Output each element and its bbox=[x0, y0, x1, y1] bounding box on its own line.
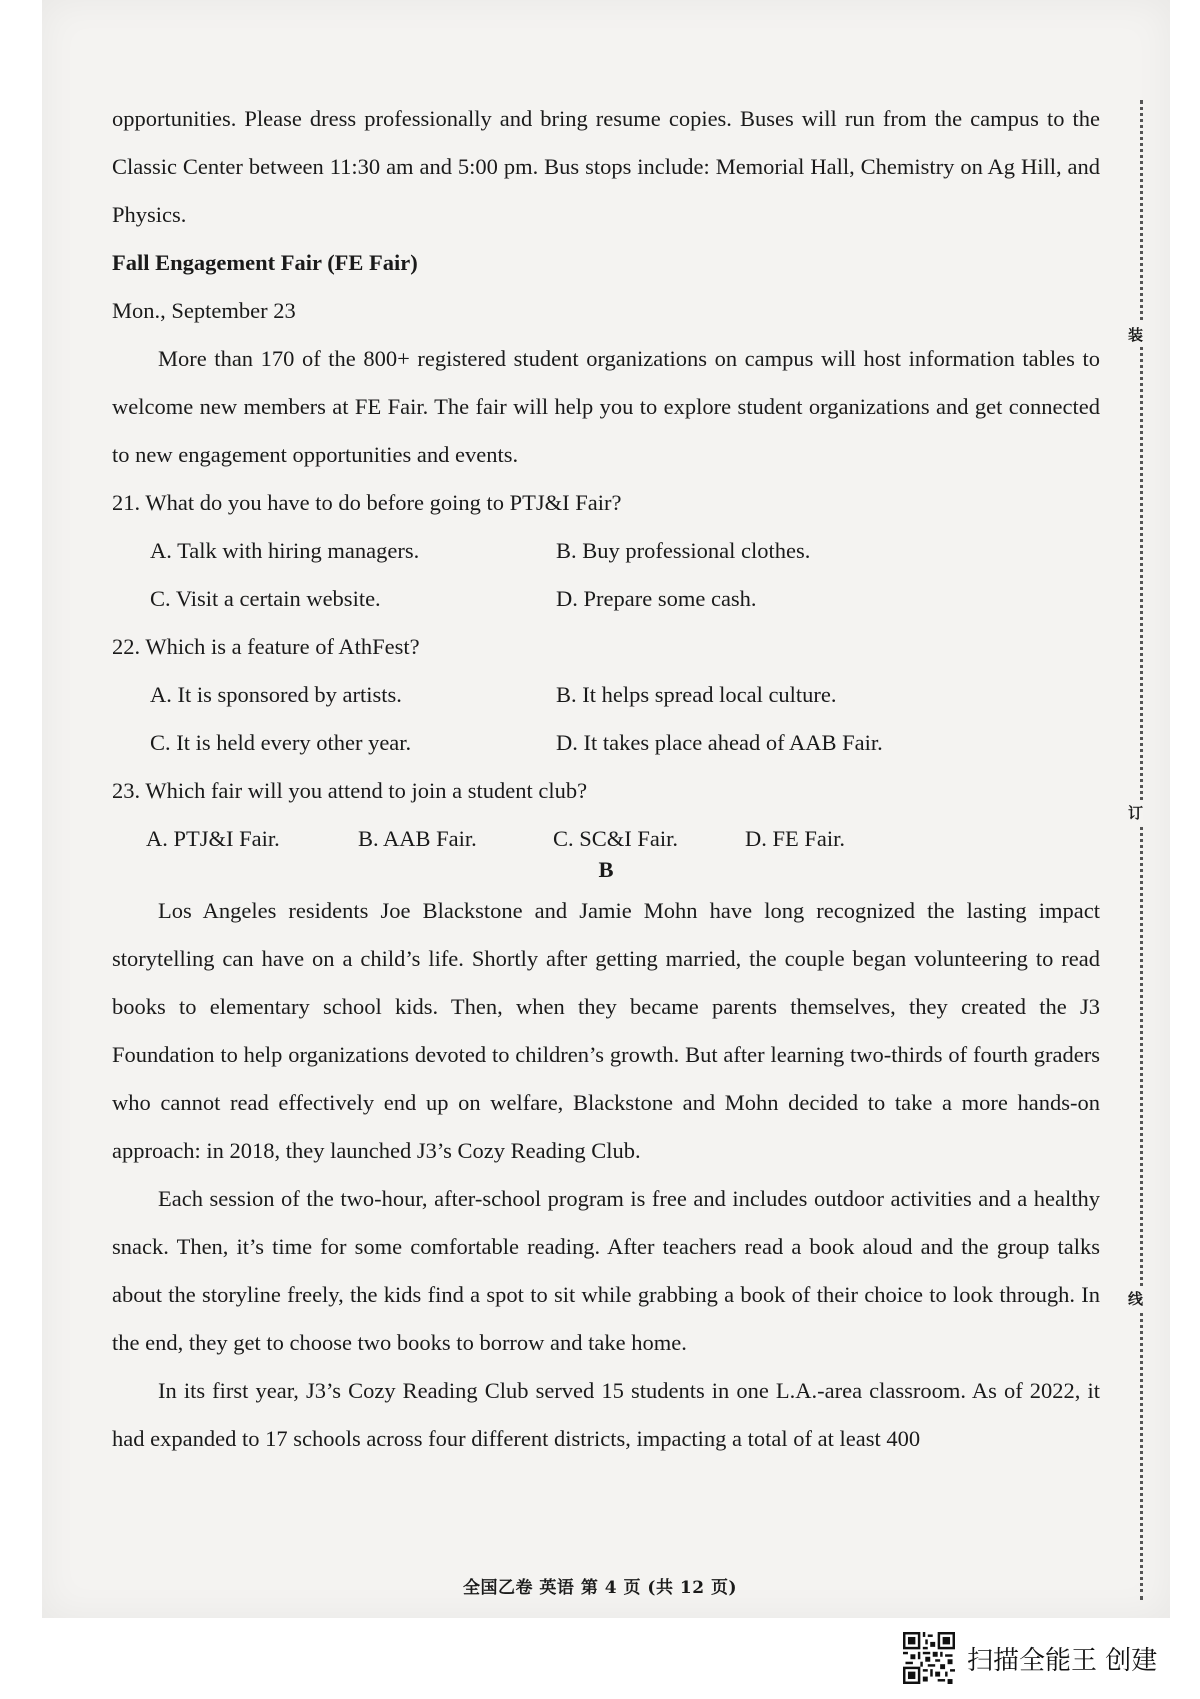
option-row bbox=[112, 671, 1100, 719]
fe-fair-date: Mon., September 23 bbox=[112, 298, 296, 323]
scanner-watermark bbox=[903, 1632, 1157, 1684]
qr-code-icon bbox=[903, 1632, 955, 1684]
option-row bbox=[112, 527, 1100, 575]
option-a: A. Talk with hiring managers. bbox=[150, 538, 420, 563]
binding-mark-zhuang: 装 bbox=[1128, 322, 1143, 347]
option-b: B. Buy professional clothes. bbox=[556, 538, 811, 563]
fe-fair-title: Fall Engagement Fair (FE Fair) bbox=[112, 250, 418, 275]
option-d: D. Prepare some cash. bbox=[556, 586, 757, 611]
career-fair-text-end: opportunities. Please dress professionally and bring resume copies. Buses will run from the campus to the Classic Center between 11:30 am and 5:00 pm. Bus stops include: Memorial Hall, Chemistry on Ag Hill, and Physics. bbox=[112, 106, 1100, 227]
binding-mark-ding: 订 bbox=[1128, 800, 1143, 825]
binding-mark-xian: 线 bbox=[1128, 1286, 1143, 1311]
passage-b-paragraph-3: In its first year, J3’s Cozy Reading Club served 15 students in one L.A.-area classroom. As of 2022, it had expanded to 17 schools across four different districts, impacting a total of at least 400 bbox=[112, 1378, 1100, 1451]
option-a: A. PTJ&I Fair. bbox=[146, 826, 280, 851]
option-b: B. It helps spread local culture. bbox=[556, 682, 837, 707]
fe-fair-description: More than 170 of the 800+ registered student organizations on campus will host information tables to welcome new members at FE Fair. The fair will help you to explore student organizations and get connected to new engagement opportunities and events. bbox=[112, 346, 1100, 467]
question-21 bbox=[112, 479, 1100, 623]
option-row bbox=[112, 719, 1100, 767]
question-stem: 21. What do you have to do before going to PTJ&I Fair? bbox=[112, 490, 622, 515]
option-c: C. SC&I Fair. bbox=[553, 826, 679, 851]
question-22 bbox=[112, 623, 1100, 767]
option-a: A. It is sponsored by artists. bbox=[150, 682, 402, 707]
page-content bbox=[112, 95, 1100, 1463]
question-23 bbox=[112, 767, 1100, 863]
option-c: C. It is held every other year. bbox=[150, 730, 412, 755]
option-row bbox=[112, 575, 1100, 623]
page-footer: 全国乙卷 英语 第 4 页 (共 12 页) bbox=[462, 1578, 737, 1598]
passage-b-paragraph-2: Each session of the two-hour, after-school program is free and includes outdoor activities and a healthy snack. Then, it’s time for some comfortable reading. After teachers read a book aloud and the group talks about the storyline freely, the kids find a spot to sit while grabbing a book of their choice to look through. In the end, they get to choose two books to borrow and take home. bbox=[112, 1186, 1100, 1355]
option-d: D. It takes place ahead of AAB Fair. bbox=[556, 730, 883, 755]
watermark-text: 扫描全能王 创建 bbox=[967, 1645, 1158, 1676]
passage-b-label: B bbox=[598, 857, 614, 882]
option-b: B. AAB Fair. bbox=[358, 826, 477, 851]
question-stem: 22. Which is a feature of AthFest? bbox=[112, 634, 420, 659]
passage-b-paragraph-1: Los Angeles residents Joe Blackstone and Jamie Mohn have long recognized the lasting impact storytelling can have on a child’s life. Shortly after getting married, the couple began volunteering to read books to elementary school kids. Then, when they became parents themselves, they created the J3 Foundation to help organizations devoted to children’s growth. But after learning two-thirds of fourth graders who cannot read effectively end up on welfare, Blackstone and Mohn decided to take a more hands-on approach: in 2018, they launched J3’s Cozy Reading Club. bbox=[112, 898, 1100, 1163]
question-stem: 23. Which fair will you attend to join a student club? bbox=[112, 778, 588, 803]
option-c: C. Visit a certain website. bbox=[150, 586, 381, 611]
option-d: D. FE Fair. bbox=[745, 826, 846, 851]
